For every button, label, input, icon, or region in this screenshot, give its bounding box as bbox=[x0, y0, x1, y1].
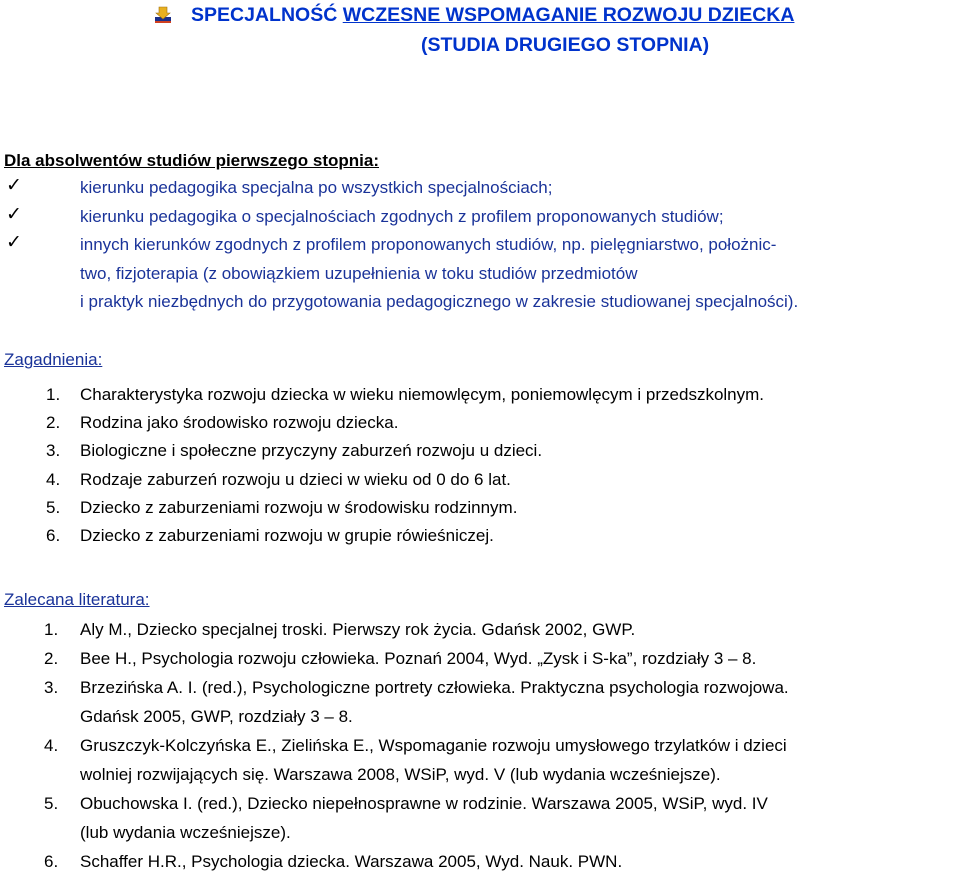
topic-number: 1. bbox=[46, 385, 61, 404]
page-title bbox=[191, 4, 794, 27]
eligibility-item-line: kierunku pedagogika o specjalnościach zgodnych z profilem proponowanych studiów; bbox=[80, 206, 724, 226]
topic-item: Dziecko z zaburzeniami rozwoju w środowisku rodzinnym. bbox=[80, 497, 518, 517]
eligibility-heading: Dla absolwentów studiów pierwszego stopnia: bbox=[4, 151, 379, 170]
literature-number: 5. bbox=[44, 794, 59, 813]
checkmark-icon: ✓ bbox=[6, 232, 22, 253]
eligibility-item-line: kierunku pedagogika specjalna po wszystkich specjalnościach; bbox=[80, 178, 553, 197]
topics-heading: Zagadnienia: bbox=[4, 350, 103, 369]
topic-item: Biologiczne i społeczne przyczyny zaburzeń rozwoju u dzieci. bbox=[80, 441, 543, 461]
literature-item-line: Gdańsk 2005, GWP, rozdziały 3 – 8. bbox=[80, 707, 353, 726]
literature-number: 3. bbox=[44, 678, 59, 697]
literature-item-line: Obuchowska I. (red.), Dziecko niepełnosprawne w rodzinie. Warszawa 2005, WSiP, wyd. IV bbox=[80, 794, 768, 813]
literature-number: 6. bbox=[44, 852, 59, 871]
topic-item: Rodzina jako środowisko rozwoju dziecka. bbox=[80, 413, 399, 433]
literature-item-line: Brzezińska A. I. (red.), Psychologiczne portrety człowieka. Praktyczna psychologia rozwojowa. bbox=[80, 678, 789, 697]
topic-number: 5. bbox=[46, 497, 61, 517]
literature-number: 4. bbox=[44, 736, 59, 755]
literature-item-line: Aly M., Dziecko specjalnej troski. Pierwszy rok życia. Gdańsk 2002, GWP. bbox=[80, 620, 636, 639]
literature-number: 1. bbox=[44, 620, 59, 639]
title-specialization: WCZESNE WSPOMAGANIE ROZWOJU DZIECKA bbox=[342, 4, 795, 26]
blue-arrow-bullet-icon bbox=[154, 6, 172, 26]
literature-item-line: Bee H., Psychologia rozwoju człowieka. Poznań 2004, Wyd. „Zysk i S-ka”, rozdziały 3 – 8. bbox=[80, 649, 757, 668]
literature-heading: Zalecana literatura: bbox=[4, 590, 150, 609]
eligibility-item-line: innych kierunków zgodnych z profilem proponowanych studiów, np. pielęgniarstwo, położnic- bbox=[80, 235, 777, 254]
topic-number: 6. bbox=[46, 526, 61, 545]
topic-number: 4. bbox=[46, 469, 61, 489]
literature-item-line: Schaffer H.R., Psychologia dziecka. Warszawa 2005, Wyd. Nauk. PWN. bbox=[80, 852, 623, 871]
checkmark-icon: ✓ bbox=[6, 175, 22, 196]
topic-item: Rodzaje zaburzeń rozwoju u dzieci w wieku od 0 do 6 lat. bbox=[80, 469, 511, 489]
topic-item: Dziecko z zaburzeniami rozwoju w grupie rówieśniczej. bbox=[80, 526, 494, 545]
literature-number: 2. bbox=[44, 649, 59, 668]
eligibility-item-line: two, fizjoterapia (z obowiązkiem uzupełnienia w toku studiów przedmiotów bbox=[80, 263, 638, 283]
topic-number: 3. bbox=[46, 441, 61, 461]
checkmark-icon: ✓ bbox=[6, 203, 22, 225]
literature-item-line: wolniej rozwijających się. Warszawa 2008, WSiP, wyd. V (lub wydania wcześniejsze). bbox=[80, 765, 721, 784]
page-subtitle: (STUDIA DRUGIEGO STOPNIA) bbox=[421, 34, 710, 56]
topic-item: Charakterystyka rozwoju dziecka w wieku niemowlęcym, poniemowlęcym i przedszkolnym. bbox=[80, 385, 765, 404]
eligibility-item-line: i praktyk niezbędnych do przygotowania pedagogicznego w zakresie studiowanej specjalności). bbox=[80, 292, 799, 311]
literature-item-line: Gruszczyk-Kolczyńska E., Zielińska E., Wspomaganie rozwoju umysłowego trzylatków i dzieci bbox=[80, 736, 787, 755]
title-prefix: SPECJALNOŚĆ bbox=[191, 4, 343, 26]
literature-item-line: (lub wydania wcześniejsze). bbox=[80, 823, 291, 842]
topic-number: 2. bbox=[46, 413, 61, 433]
